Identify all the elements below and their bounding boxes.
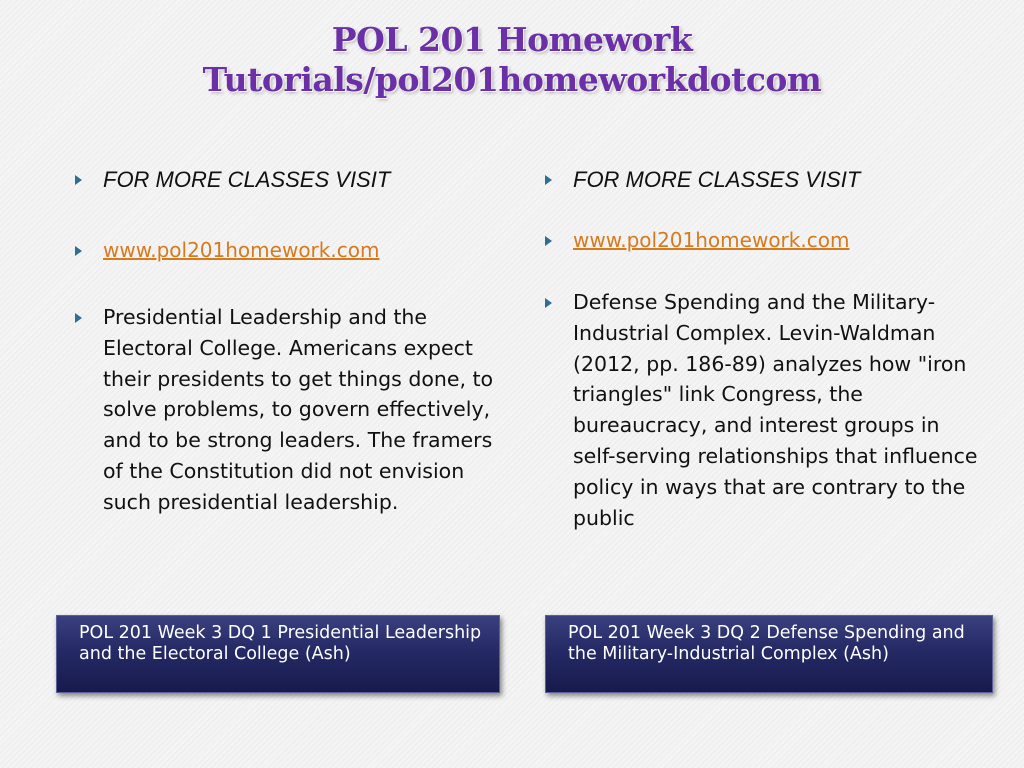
title-line-1: POL 201 Homework bbox=[331, 20, 693, 59]
right-visit-text: FOR MORE CLASSES VISIT bbox=[573, 167, 861, 192]
right-website-link[interactable]: www.pol201homework.com bbox=[573, 228, 850, 252]
bullet-arrow-icon bbox=[75, 246, 82, 256]
right-description-bullet bbox=[543, 287, 983, 533]
bullet-arrow-icon bbox=[75, 313, 82, 323]
right-description-text: Defense Spending and the Military-Industrial Complex. Levin-Waldman (2012, pp. 186-89) analyzes how "iron triangles" link Congress, the bureaucracy, and interest groups in self-serving relationships that influence policy in ways that are contrary to the public bbox=[573, 290, 978, 530]
right-caption-text: POL 201 Week 3 DQ 2 Defense Spending and the Military-Industrial Complex (Ash) bbox=[568, 623, 965, 664]
left-visit-bullet bbox=[73, 165, 503, 195]
bullet-arrow-icon bbox=[545, 175, 552, 185]
right-visit-bullet bbox=[543, 165, 983, 195]
page-title bbox=[0, 20, 1024, 100]
left-column bbox=[73, 165, 503, 518]
right-caption-box bbox=[545, 615, 993, 693]
right-link-bullet bbox=[543, 226, 983, 254]
left-caption-box bbox=[56, 615, 500, 693]
left-link-bullet bbox=[73, 236, 503, 264]
title-line-2: Tutorials/pol201homeworkdotcom bbox=[202, 60, 822, 99]
left-description-text: Presidential Leadership and the Electoral College. Americans expect their presidents to get things done, to solve problems, to govern effectively, and to be strong leaders. The framers of the Constitution did not envision such presidential leadership. bbox=[103, 305, 494, 514]
left-visit-text: FOR MORE CLASSES VISIT bbox=[103, 167, 391, 192]
bullet-arrow-icon bbox=[545, 298, 552, 308]
left-website-link[interactable]: www.pol201homework.com bbox=[103, 238, 380, 262]
bullet-arrow-icon bbox=[545, 236, 552, 246]
left-description-bullet bbox=[73, 302, 503, 518]
left-caption-text: POL 201 Week 3 DQ 1 Presidential Leadership and the Electoral College (Ash) bbox=[79, 623, 482, 664]
bullet-arrow-icon bbox=[75, 175, 82, 185]
right-column bbox=[543, 165, 983, 533]
